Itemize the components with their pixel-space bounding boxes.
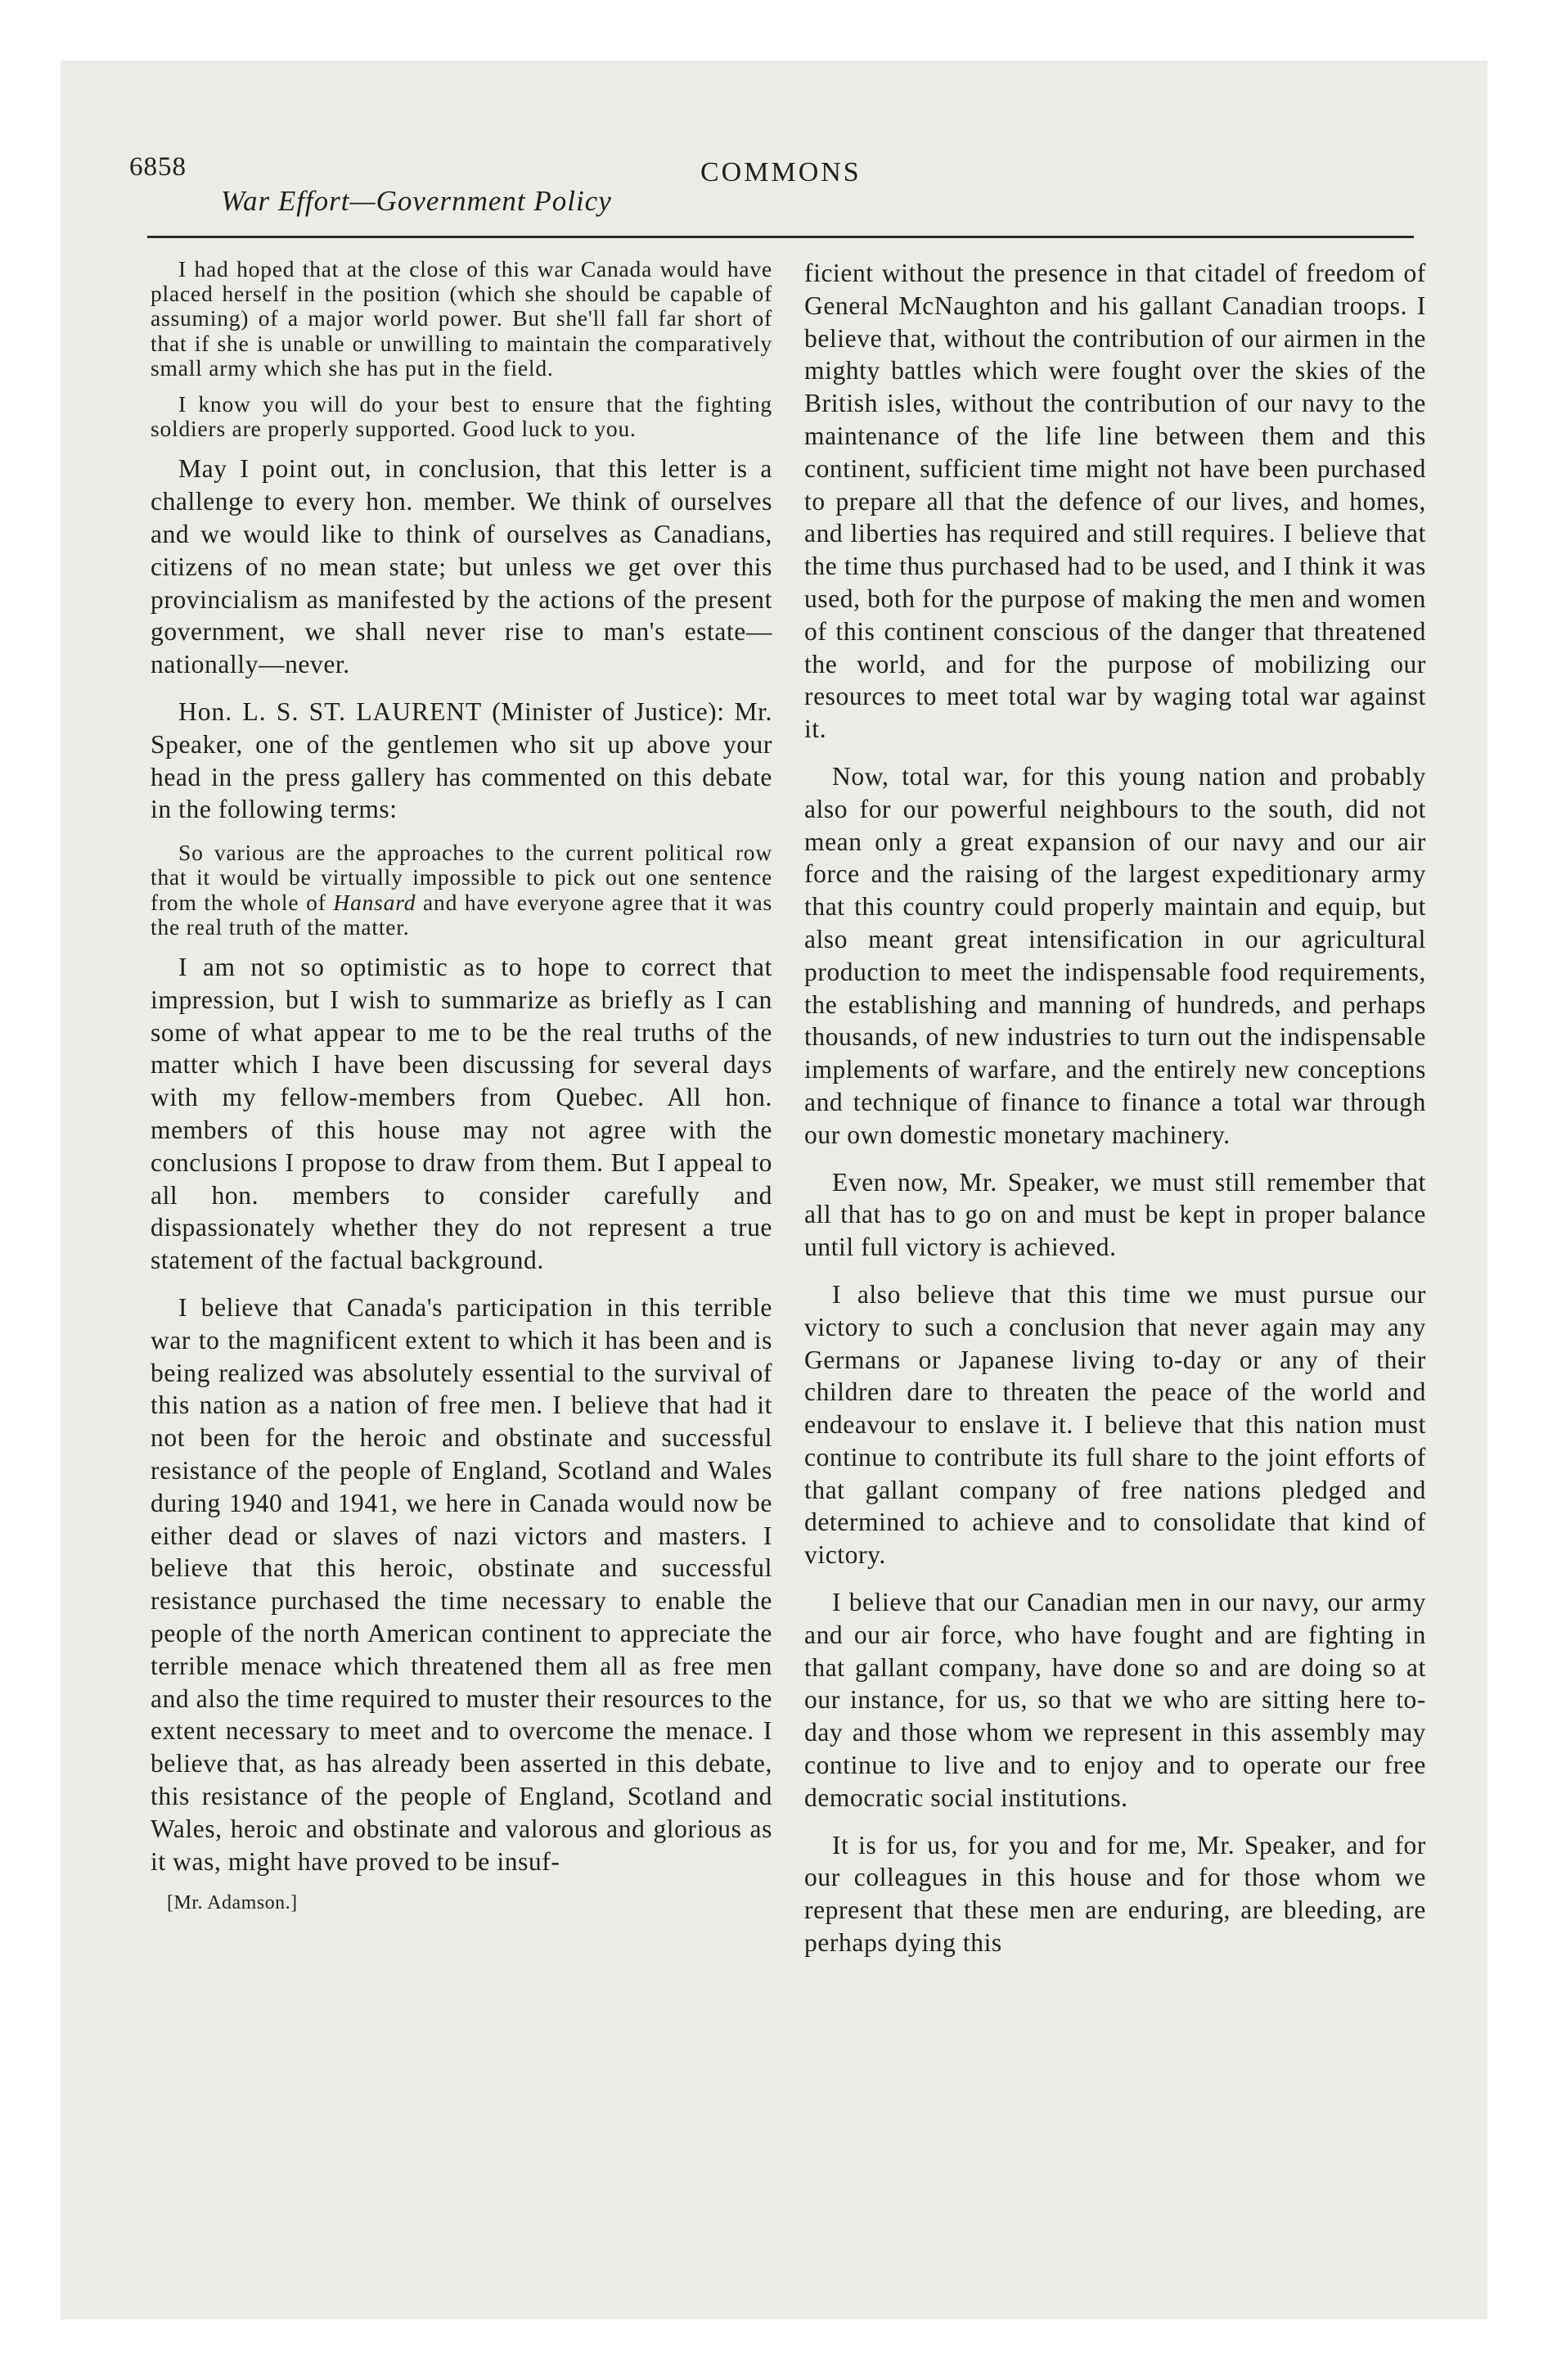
body-paragraph: It is for us, for you and for me, Mr. Speaker, and for our colleagues in this house and for those whom we represent that these men are enduring, are bleeding, are perhaps dying this [804, 1830, 1426, 1958]
speaker-paragraph [151, 696, 772, 826]
body-paragraph: I believe that our Canadian men in our navy, our army and our air force, who have fought and are fighting in that gallant company, have done so and are doing so at our instance, for us, so that we who are sitting here to-day and those whom we represent in this assembly may continue to live and to enjoy and to operate our free democratic social institutions. [804, 1588, 1426, 1812]
chamber-heading: COMMONS [700, 157, 862, 187]
press-quote-paragraph [151, 841, 772, 940]
letter-quote-paragraph: I know you will do your best to ensure that the fighting soldiers are properly supported. Good luck to you. [151, 391, 772, 442]
body-paragraph: Now, total war, for this young nation and probably also for our powerful neighbours to the south, did not mean only a great expansion of our navy and our air force and the raising of the largest expeditionary army that this country could properly maintain and equip, but also meant great intensification in our agricultural production to meet the indispensable food requirements, the establishing and manning of hundreds, and perhaps thousands, of new industries to turn out the indispensable implements of warfare, and the entirely new conceptions and technique of finance to finance a total war through our own domestic monetary machinery. [804, 761, 1426, 1149]
running-title: War Effort—Government Policy [221, 185, 612, 217]
speaker-footer-note: [Mr. Adamson.] [167, 1892, 298, 1914]
body-paragraph: I believe that Canada's participation in this terrible war to the magnificent extent to which it has been and is being realized was absolutely essential to the survival of this nation as a nation of free men. I believe that had it not been for the heroic and obstinate and successful resistance of the people of England, Scotland and Wales during 1940 and 1941, we here in Canada would now be either dead or slaves of nazi victors and masters. I believe that this heroic, obstinate and successful resistance purchased the time necessary to enable the people of the north American continent to appreciate the terrible menace which threatened them all as free men and also the time required to muster their resources to the extent necessary to meet and to overcome the menace. I believe that, as has already been asserted in this debate, this resistance of the people of England, Scotland and Wales, heroic and obstinate and valorous and glorious as it was, might have proved to be insuf- [151, 1292, 772, 1876]
right-column [804, 257, 1426, 2188]
page-number: 6858 [129, 152, 187, 182]
body-paragraph: ficient without the presence in that citadel of freedom of General McNaughton and his gallant Canadian troops. I believe that, without the contribution of our airmen in the mighty battles which were fought over the skies of the British isles, without the contribution of our navy to the maintenance of the life line between them and this continent, sufficient time might not have been purchased to prepare all that the defence of our lives, and homes, and liberties has required and still requires. I believe that the time thus purchased had to be used, and I think it was used, both for the purpose of making the men and women of this continent conscious of the danger that threatened the world, and for the purpose of mobilizing our resources to meet total war by waging total war against it. [804, 259, 1426, 744]
body-paragraph: Even now, Mr. Speaker, we must still remember that all that has to go on and must be kept in proper balance until full victory is achieved. [804, 1167, 1426, 1262]
body-paragraph: I am not so optimistic as to hope to correct that impression, but I wish to summarize as briefly as I can some of what appear to me to be the real truths of the matter which I have been discussing for several days with my fellow-members from Quebec. All hon. members of this house may not agree with the conclusions I propose to draw from them. But I appeal to all hon. members to consider carefully and dispassionately whether they do not represent a true statement of the factual background. [151, 953, 772, 1275]
header-rule [147, 236, 1414, 238]
body-paragraph: I also believe that this time we must pursue our victory to such a conclusion that never again may any Germans or Japanese living to-day or any of their children dare to threaten the peace of the world and endeavour to enslave it. I believe that this nation must continue to contribute its full share to the joint efforts of that gallant company of free nations pledged and determined to achieve and to consolidate that kind of victory. [804, 1279, 1426, 1570]
press-quote-text: So various are the approaches to the current political row that it would be virtually impossible to pick out one sentence from the whole of [151, 840, 772, 915]
hansard-title: Hansard [333, 889, 416, 915]
speaker-text: (Minister of Justice): Mr. Speaker, one of the gentlemen who sit up above your head in the press gallery has commented on this debate in the following terms: [151, 697, 772, 824]
body-paragraph: May I point out, in conclusion, that this letter is a challenge to every hon. member. We think of ourselves and we would like to think of ourselves as Canadians, citizens of no mean state; but unless we get over this provincialism as manifested by the actions of the present government, we shall never rise to man's estate—nationally—never. [151, 454, 772, 679]
letter-quote-paragraph: I had hoped that at the close of this war Canada would have placed herself in the position (which she should be capable of assuming) of a major world power. But she'll fall far short of that if she is unable or unwilling to maintain the comparatively small army which she has put in the field. [151, 257, 772, 381]
speaker-name: Hon. L. S. ST. LAURENT [178, 697, 483, 726]
press-quote-text: and have everyone agree that it was the real truth of the matter. [151, 889, 772, 940]
left-column [151, 257, 772, 2188]
